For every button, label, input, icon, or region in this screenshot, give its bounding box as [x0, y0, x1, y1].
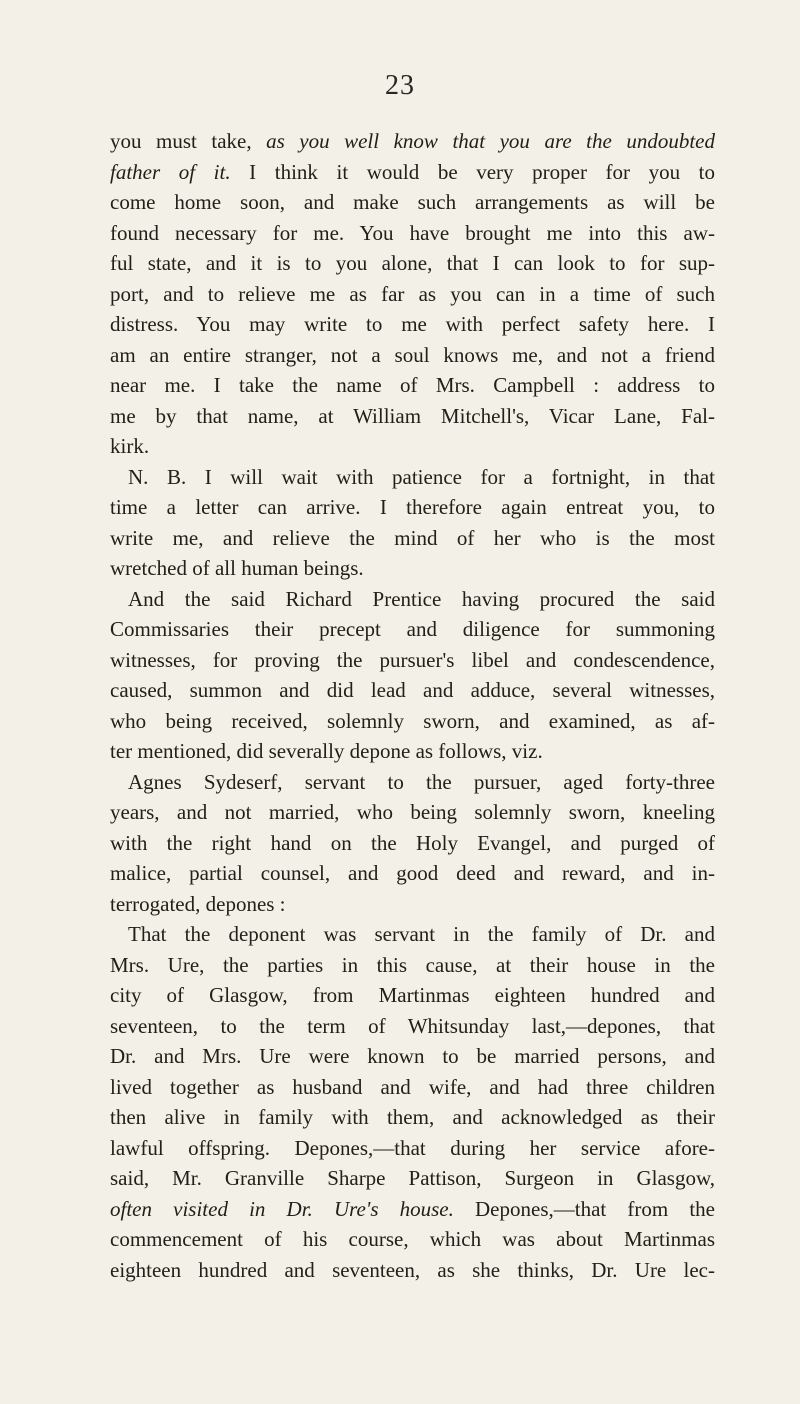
text-segment: found necessary for me. You have brought me into this aw- — [110, 220, 715, 245]
text-segment: with the right hand on the Holy Evangel, and purged of — [110, 830, 715, 855]
text-line — [110, 889, 715, 920]
text-line — [110, 462, 715, 493]
text-line — [110, 401, 715, 432]
text-segment: witnesses, for proving the pursuer's libel and condescendence, — [110, 647, 715, 672]
text-segment: commencement of his course, which was about Martinmas — [110, 1227, 715, 1251]
text-line — [110, 1224, 715, 1255]
text-line — [110, 736, 715, 767]
italic-text: often visited in Dr. Ure's house. — [110, 1196, 454, 1221]
text-segment: And the said Richard Prentice having procured the said — [128, 586, 715, 611]
text-line — [110, 767, 715, 798]
body-text — [110, 126, 715, 1285]
text-line — [110, 523, 715, 554]
text-segment: eighteen hundred and seventeen, as she thinks, Dr. Ure lec- — [110, 1257, 715, 1282]
text-line — [110, 1011, 715, 1042]
text-segment: seventeen, to the term of Whitsunday last,—depones, that — [110, 1013, 715, 1038]
text-line — [110, 614, 715, 645]
text-line — [110, 950, 715, 981]
text-segment: ter mentioned, did severally depone as follows, viz. — [110, 739, 543, 763]
text-line — [110, 187, 715, 218]
text-line — [110, 126, 715, 157]
text-segment: wretched of all human beings. — [110, 556, 364, 580]
text-segment: Agnes Sydeserf, servant to the pursuer, aged forty-three — [128, 769, 715, 794]
text-segment: me by that name, at William Mitchell's, Vicar Lane, Fal- — [110, 403, 715, 428]
text-segment: kirk. — [110, 434, 150, 458]
text-line — [110, 828, 715, 859]
page-number: 23 — [385, 70, 415, 101]
text-segment: lived together as husband and wife, and had three children — [110, 1074, 715, 1099]
text-segment: time a letter can arrive. I therefore again entreat you, to — [110, 495, 715, 519]
text-line — [110, 279, 715, 310]
text-segment: ful state, and it is to you alone, that I can look to for sup- — [110, 251, 715, 275]
text-segment: port, and to relieve me as far as you can in a time of such — [110, 281, 715, 306]
text-line — [110, 1041, 715, 1072]
text-segment: distress. You may write to me with perfect safety here. I — [110, 312, 715, 336]
text-segment: I think it would be very proper for you to — [230, 159, 716, 184]
text-line — [110, 248, 715, 279]
text-segment: Commissaries their precept and diligence for summoning — [110, 617, 715, 641]
text-line — [110, 797, 715, 828]
text-segment: said, Mr. Granville Sharpe Pattison, Surgeon in Glasgow, — [110, 1166, 715, 1190]
text-segment: Dr. and Mrs. Ure were known to be married persons, and — [110, 1044, 715, 1068]
text-segment: come home soon, and make such arrangements as will be — [110, 190, 715, 214]
text-line — [110, 980, 715, 1011]
text-line — [110, 1255, 715, 1286]
text-segment: terrogated, depones : — [110, 891, 286, 916]
text-line — [110, 1072, 715, 1103]
text-line — [110, 157, 715, 188]
text-line — [110, 1133, 715, 1164]
text-line — [110, 340, 715, 371]
text-segment: city of Glasgow, from Martinmas eighteen hundred and — [110, 983, 715, 1007]
text-line — [110, 309, 715, 340]
text-segment: write me, and relieve the mind of her who is the most — [110, 525, 715, 550]
text-line — [110, 1102, 715, 1133]
text-line — [110, 584, 715, 615]
text-line — [110, 645, 715, 676]
text-segment: caused, summon and did lead and adduce, several witnesses, — [110, 678, 715, 702]
text-line — [110, 492, 715, 523]
text-line — [110, 675, 715, 706]
text-line — [110, 431, 715, 462]
text-segment: am an entire stranger, not a soul knows me, and not a friend — [110, 342, 715, 367]
text-segment: years, and not married, who being solemnly sworn, kneeling — [110, 800, 715, 824]
italic-text: father of it. — [110, 159, 231, 184]
italic-text: as you well know that you are the undoubted — [266, 129, 715, 153]
text-line — [110, 858, 715, 889]
text-line — [110, 706, 715, 737]
text-line — [110, 919, 715, 950]
text-segment: N. B. I will wait with patience for a fortnight, in that — [128, 464, 715, 489]
text-segment: then alive in family with them, and acknowledged as their — [110, 1105, 715, 1129]
text-segment: lawful offspring. Depones,—that during her service afore- — [110, 1135, 715, 1160]
text-line — [110, 218, 715, 249]
text-segment: you must take, — [110, 129, 267, 153]
text-line — [110, 1163, 715, 1194]
text-segment: near me. I take the name of Mrs. Campbell : address to — [110, 373, 715, 397]
text-segment: who being received, solemnly sworn, and examined, as af- — [110, 708, 715, 733]
text-line — [110, 370, 715, 401]
text-segment: That the deponent was servant in the family of Dr. and — [128, 922, 715, 946]
text-segment: Depones,—that from the — [453, 1196, 715, 1221]
text-line — [110, 553, 715, 584]
text-segment: malice, partial counsel, and good deed and reward, and in- — [110, 861, 715, 885]
text-line — [110, 1194, 715, 1225]
text-segment: Mrs. Ure, the parties in this cause, at their house in the — [110, 952, 715, 977]
